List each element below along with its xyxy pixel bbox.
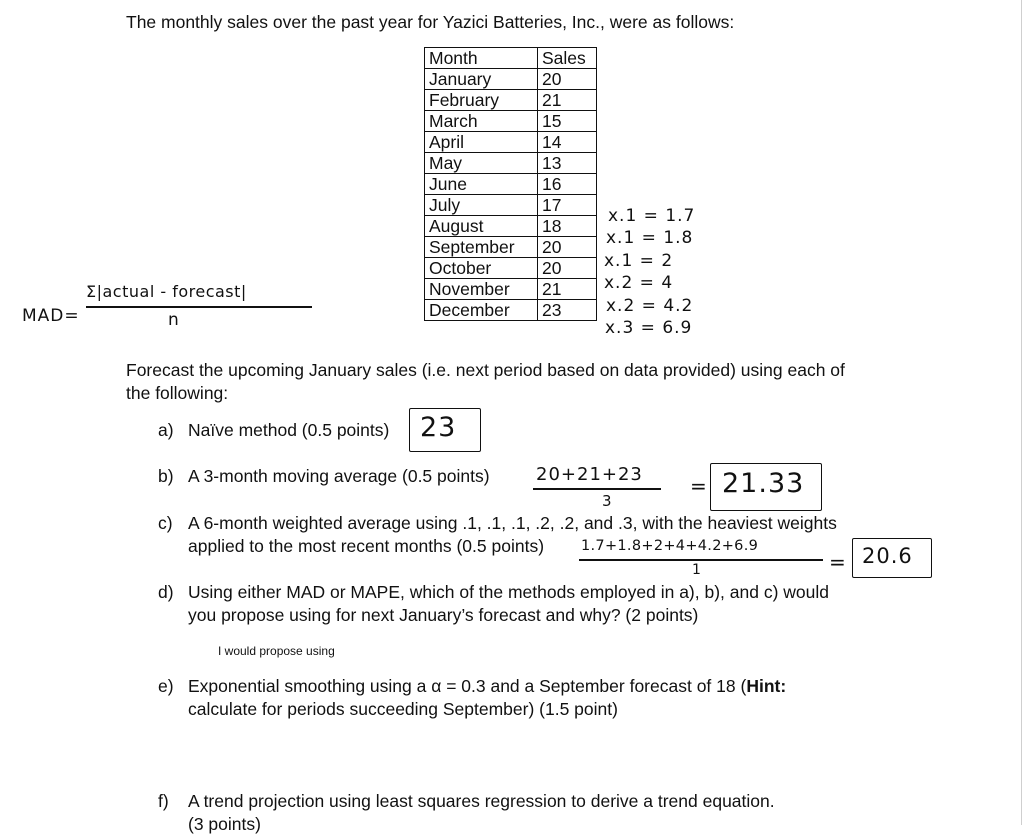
- question-d-line-1: Using either MAD or MAPE, which of the methods employed in a), b), and c) would: [188, 582, 829, 602]
- header-month: Month: [425, 48, 538, 69]
- question-d-marker: d): [158, 582, 174, 602]
- cell-sales: 18: [538, 216, 597, 237]
- question-e-hint: Hint:: [746, 676, 787, 696]
- table-row: [425, 132, 597, 153]
- answer-c-numerator: 1.7+1.8+2+4+4.2+6.9: [581, 538, 759, 554]
- mad-fraction-bar: [86, 306, 312, 308]
- question-b-marker: b): [158, 466, 174, 486]
- answer-b-fraction-bar: [533, 488, 661, 490]
- answer-b-denominator: 3: [602, 492, 613, 510]
- question-a-marker: a): [158, 420, 174, 440]
- table-header-row: [425, 48, 597, 69]
- answer-b-numerator: 20+21+23: [536, 464, 643, 485]
- product-october: x.2 = 4: [604, 273, 674, 293]
- cell-sales: 14: [538, 132, 597, 153]
- question-b-text: A 3-month moving average (0.5 points): [188, 466, 490, 486]
- answer-c-denominator: 1: [692, 562, 702, 578]
- cell-month: June: [425, 174, 538, 195]
- cell-month: May: [425, 153, 538, 174]
- question-e-line-2: calculate for periods succeeding September) (1.5 point): [188, 699, 618, 719]
- cell-sales: 21: [538, 279, 597, 300]
- answer-c-equals: =: [829, 550, 847, 574]
- cell-month: December: [425, 300, 538, 321]
- mad-label: MAD=: [22, 306, 80, 326]
- table-row: [425, 237, 597, 258]
- question-c-line-2: applied to the most recent months (0.5 points): [188, 536, 545, 556]
- cell-month: April: [425, 132, 538, 153]
- cell-sales: 21: [538, 90, 597, 111]
- product-september: x.1 = 2: [604, 251, 674, 271]
- prompt-line-1: Forecast the upcoming January sales (i.e. next period based on data provided) using each of: [126, 360, 845, 380]
- table-row: [425, 279, 597, 300]
- header-sales: Sales: [538, 48, 597, 69]
- product-august: x.1 = 1.8: [606, 228, 694, 248]
- cell-sales: 13: [538, 153, 597, 174]
- answer-b-equals: =: [690, 474, 708, 498]
- answer-b: 21.33: [722, 468, 805, 499]
- cell-month: October: [425, 258, 538, 279]
- cell-sales: 23: [538, 300, 597, 321]
- table-row: [425, 195, 597, 216]
- cell-sales: 20: [538, 69, 597, 90]
- sales-table: [424, 47, 597, 321]
- product-december: x.3 = 6.9: [605, 318, 693, 338]
- cell-sales: 20: [538, 258, 597, 279]
- question-e-line-1: [188, 675, 786, 698]
- answer-a: 23: [420, 412, 457, 443]
- cell-month: July: [425, 195, 538, 216]
- table-row: [425, 153, 597, 174]
- cell-month: November: [425, 279, 538, 300]
- question-a-text: Naïve method (0.5 points): [188, 420, 390, 440]
- question-c-marker: c): [158, 513, 173, 533]
- table-row: [425, 258, 597, 279]
- cell-month: February: [425, 90, 538, 111]
- table-row: [425, 216, 597, 237]
- question-e-marker: e): [158, 676, 174, 696]
- cell-month: January: [425, 69, 538, 90]
- mad-denominator: n: [168, 310, 180, 330]
- table-row: [425, 111, 597, 132]
- table-row: [425, 174, 597, 195]
- answer-c: 20.6: [862, 544, 913, 568]
- cell-month: March: [425, 111, 538, 132]
- mad-numerator: Σ|actual - forecast|: [86, 282, 247, 301]
- cell-month: August: [425, 216, 538, 237]
- product-july: x.1 = 1.7: [608, 206, 696, 226]
- question-f-line-1: A trend projection using least squares regression to derive a trend equation.: [188, 791, 775, 811]
- product-november: x.2 = 4.2: [606, 296, 694, 316]
- cell-sales: 16: [538, 174, 597, 195]
- page-edge-line: [1021, 0, 1022, 825]
- table-row: [425, 300, 597, 321]
- cell-sales: 15: [538, 111, 597, 132]
- table-row: [425, 90, 597, 111]
- question-d-line-2: you propose using for next January’s forecast and why? (2 points): [188, 605, 699, 625]
- table-row: [425, 69, 597, 90]
- question-f-line-2: (3 points): [188, 814, 261, 834]
- cell-sales: 20: [538, 237, 597, 258]
- question-d-answer: I would propose using: [218, 644, 335, 658]
- answer-c-fraction-bar: [579, 559, 823, 561]
- cell-sales: 17: [538, 195, 597, 216]
- question-e-line-1-text: Exponential smoothing using a α = 0.3 and a September forecast of 18 (: [188, 676, 747, 696]
- question-c-line-1: A 6-month weighted average using .1, .1, .1, .2, .2, and .3, with the heaviest weights: [188, 513, 837, 533]
- cell-month: September: [425, 237, 538, 258]
- prompt-line-2: the following:: [126, 383, 229, 403]
- question-f-marker: f): [158, 791, 169, 811]
- page-heading: The monthly sales over the past year for Yazici Batteries, Inc., were as follows:: [126, 12, 735, 32]
